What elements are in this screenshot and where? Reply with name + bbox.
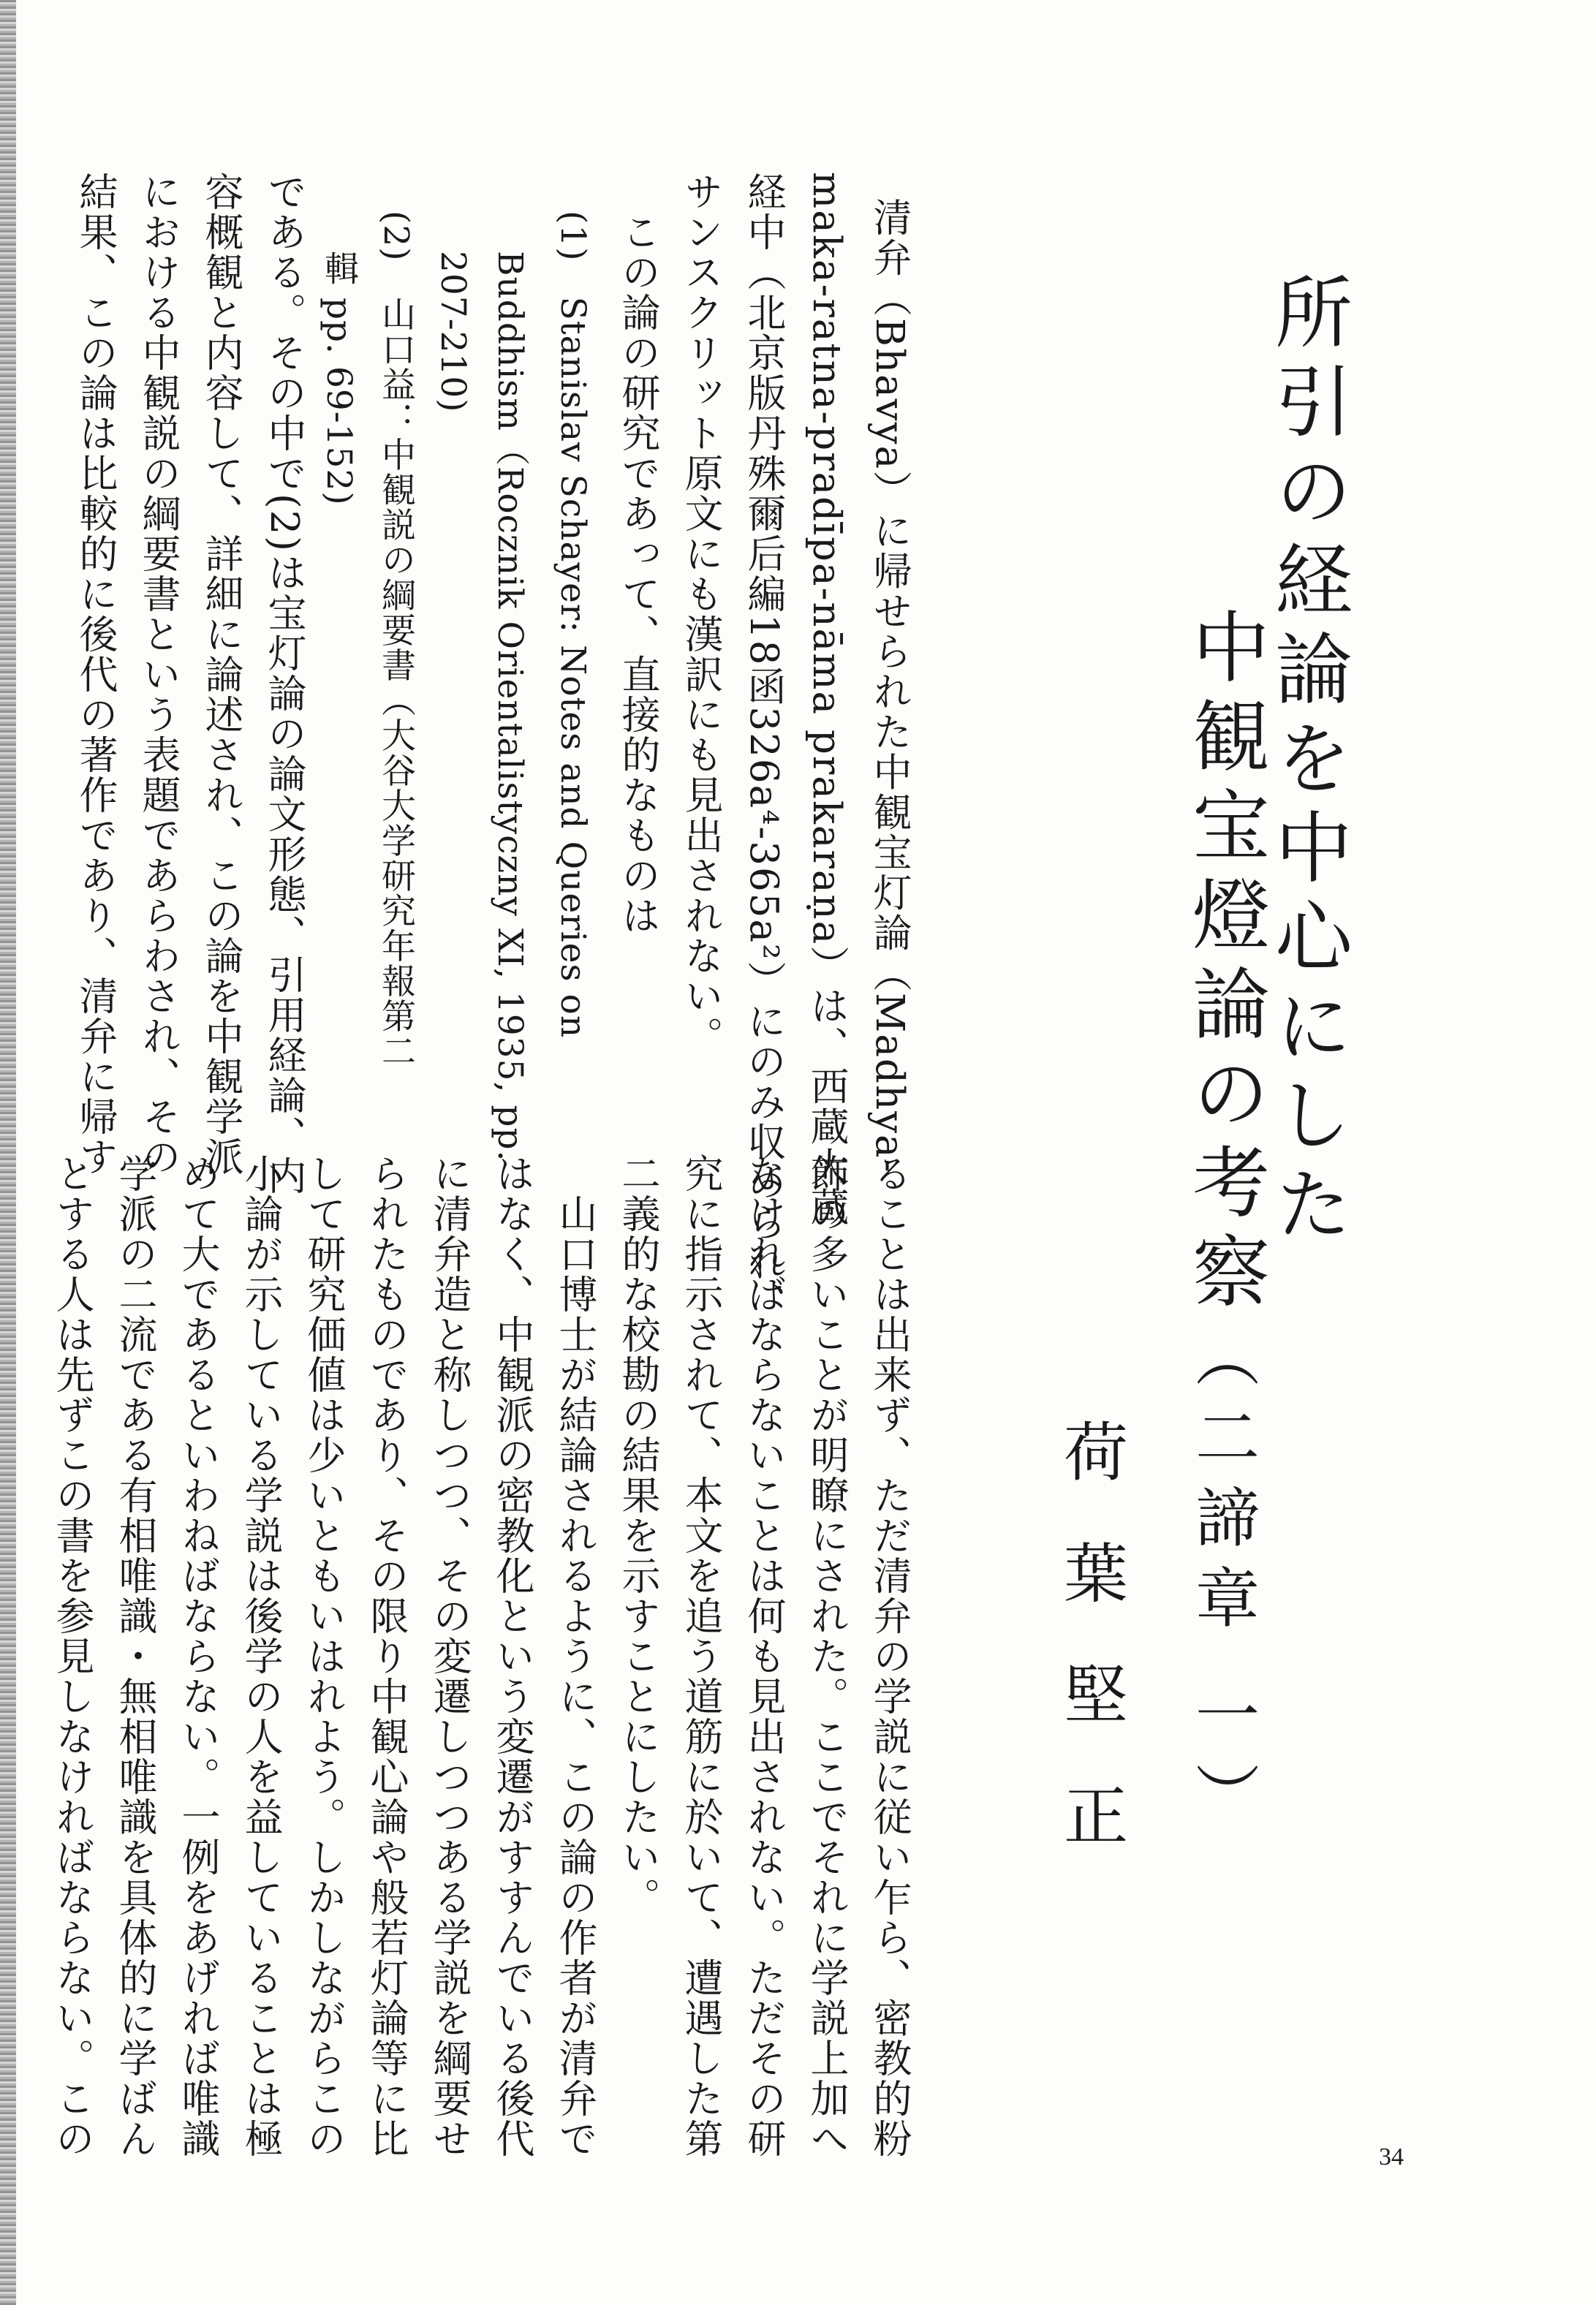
body-line: この論の研究であって、直接的なものは bbox=[616, 212, 660, 936]
reference-line: (1) Stanislav Schayer: Notes and Queries on bbox=[553, 211, 593, 1039]
reference-line: 輯 pp. 69-152) bbox=[319, 251, 359, 506]
body-line: maka-ratna-pradīpa-nāma prakaraṇa）は、西蔵大蔵 bbox=[804, 172, 849, 1227]
body-line: 小論が示している学説は後学の人を益していることは極 bbox=[238, 1154, 283, 2159]
body-line: とする人は先ずこの書を参見しなければならない。この bbox=[50, 1154, 94, 2159]
title-line-2: 中観宝燈論の考察 bbox=[1180, 607, 1270, 1320]
body-line: 山口博士が結論されるように、この論の作者が清弁で bbox=[553, 1194, 597, 2159]
body-line: なければならないことは何も見出されない。ただその研 bbox=[741, 1154, 786, 2159]
body-line: 学派の二流である有相唯識・無相唯識を具体的に学ばん bbox=[113, 1154, 157, 2159]
body-line: 経中（北京版丹殊爾后編18函326a⁴-365a²）にのみ収められ、 bbox=[741, 172, 786, 1323]
body-line: ることは出来ず、ただ清弁の学説に従い乍ら、密教的粉 bbox=[867, 1154, 912, 2159]
author-name: 荷葉堅正 bbox=[1054, 1418, 1129, 1904]
body-line: はなく、中観派の密教化という変遷がすすんでいる後代 bbox=[490, 1154, 534, 2159]
reference-line: Buddhism（Rocznik Orientalistyczny XI, 1935, pp. bbox=[490, 251, 530, 1162]
subtitle: （二諦章 一） bbox=[1185, 1323, 1260, 1842]
body-line: 二義的な校勘の結果を示すことにしたい。 bbox=[616, 1154, 660, 1918]
body-line: における中観説の綱要書という表題であらわされ、その bbox=[136, 172, 181, 1177]
binding-edge bbox=[0, 0, 16, 2305]
page-number: 34 bbox=[1379, 2143, 1404, 2170]
body-line: サンスクリット原文にも漢訳にも見出されない。 bbox=[678, 172, 723, 1056]
body-line: 清弁（Bhavya）に帰せられた中観宝灯論（Madhya- bbox=[867, 197, 912, 1174]
body-line: めて大であるといわねばならない。一例をあげれば唯識 bbox=[175, 1154, 220, 2159]
title-line-1: 所引の経論を中心にした bbox=[1263, 272, 1353, 1253]
body-line: 容概観と内容して、詳細に論述され、この論を中観学派 bbox=[199, 172, 243, 1177]
body-line: られたものであり、その限り中観心論や般若灯論等に比 bbox=[364, 1154, 409, 2159]
body-line: して研究価値は少いともいはれよう。しかしながらこの bbox=[301, 1154, 346, 2159]
body-line: 飾の多いことが明瞭にされた。ここでそれに学説上加へ bbox=[804, 1154, 849, 2159]
reference-line: (2) 山口益：中観説の綱要書（大谷大学研究年報第二 bbox=[376, 211, 416, 1069]
reference-line: 207-210) bbox=[433, 251, 473, 413]
body-line: 究に指示されて、本文を追う道筋に於いて、遭遇した第 bbox=[678, 1154, 723, 2159]
body-line: に清弁造と称しつつ、その変遷しつつある学説を綱要せ bbox=[427, 1154, 472, 2159]
body-line: 結果、この論は比較的に後代の著作であり、清弁に帰す bbox=[73, 172, 118, 1177]
body-line: である。その中で(2)は宝灯論の論文形態、引用経論、内 bbox=[262, 172, 306, 1197]
